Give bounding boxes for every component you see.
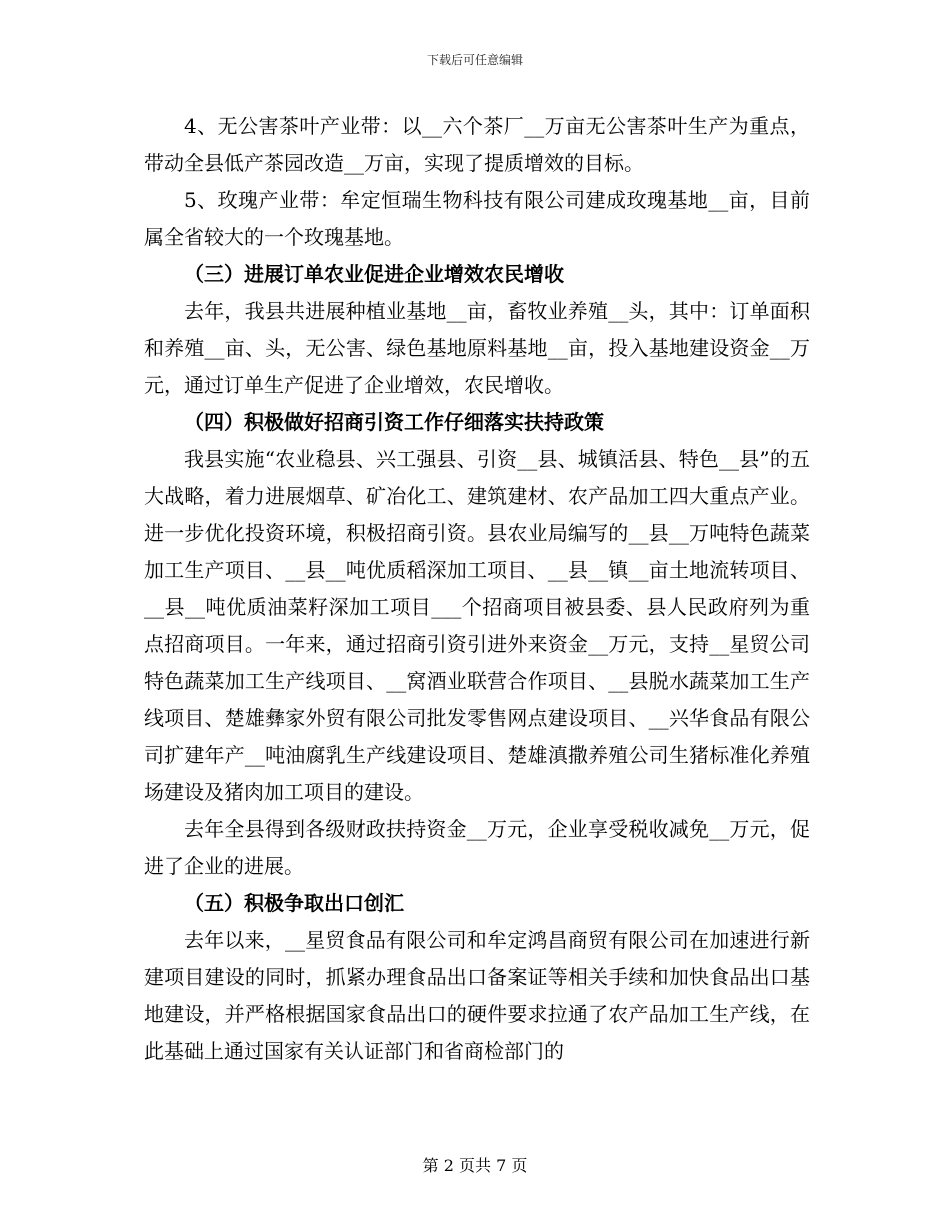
paragraph-fiscal-support: 去年全县得到各级财政扶持资金__万元，企业享受税收减免__万元，促进了企业的进展。 (144, 817, 810, 878)
paragraph-order-agriculture: 去年，我县共进展种植业基地__亩，畜牧业养殖__头，其中：订单面积和养殖__亩、头，无公害、绿色基地原料基地__亩，投入基地建设资金__万元，通过订单生产促进了企业增效，农民增收。 (144, 299, 810, 397)
page-footer: 第 2 页共 7 页 (422, 1156, 528, 1175)
section-heading-3: （三）进展订单农业促进企业增效农民增收 (184, 262, 564, 286)
section-heading-5: （五）积极争取出口创汇 (184, 891, 404, 915)
paragraph-export: 去年以来，__星贸食品有限公司和牟定鸿昌商贸有限公司在加速进行新建项目建设的同时，抓紧办理食品出口备案证等相关手续和加快食品出口基地建设，并严格根据国家食品出口的硬件要求拉通了农产品加工生产线，在此基础上通过国家有关认证部门和省商检部门的 (144, 928, 810, 1063)
paragraph-tea-belt: 4、无公害茶叶产业带：以__六个茶厂__万亩无公害茶叶生产为重点，带动全县低产茶园改造__万亩，实现了提质增效的目标。 (144, 114, 810, 175)
page-header: 下载后可任意编辑 (426, 53, 523, 67)
paragraph-investment: 我县实施“农业稳县、兴工强县、引资__县、城镇活县、特色__县”的五大战略，着力进展烟草、矿冶化工、建筑建材、农产品加工四大重点产业。进一步优化投资环境，积极招商引资。县农业局编写的__县__万吨特色蔬菜加工生产项目、__县__吨优质稻深加工项目、__县__镇__亩土地流转项目、__县__吨优质油菜籽深加工项目___个招商项目被县委、县人民政府列为重点招商项目。一年来，通过招商引资引进外来资金__万元，支持__星贸公司特色蔬菜加工生产线项目、__窝酒业联营合作项目、__县脱水蔬菜加工生产线项目、楚雄彝家外贸有限公司批发零售网点建设项目、__兴华食品有限公司扩建年产__吨油腐乳生产线建设项目、楚雄滇撒养殖公司生猪标准化养殖场建设及猪肉加工项目的建设。 (144, 447, 810, 804)
section-heading-4: （四）积极做好招商引资工作仔细落实扶持政策 (184, 410, 604, 434)
document-body (144, 108, 810, 1070)
paragraph-rose-belt: 5、玫瑰产业带：牟定恒瑞生物科技有限公司建成玫瑰基地__亩，目前属全省较大的一个玫瑰基地。 (144, 188, 810, 249)
